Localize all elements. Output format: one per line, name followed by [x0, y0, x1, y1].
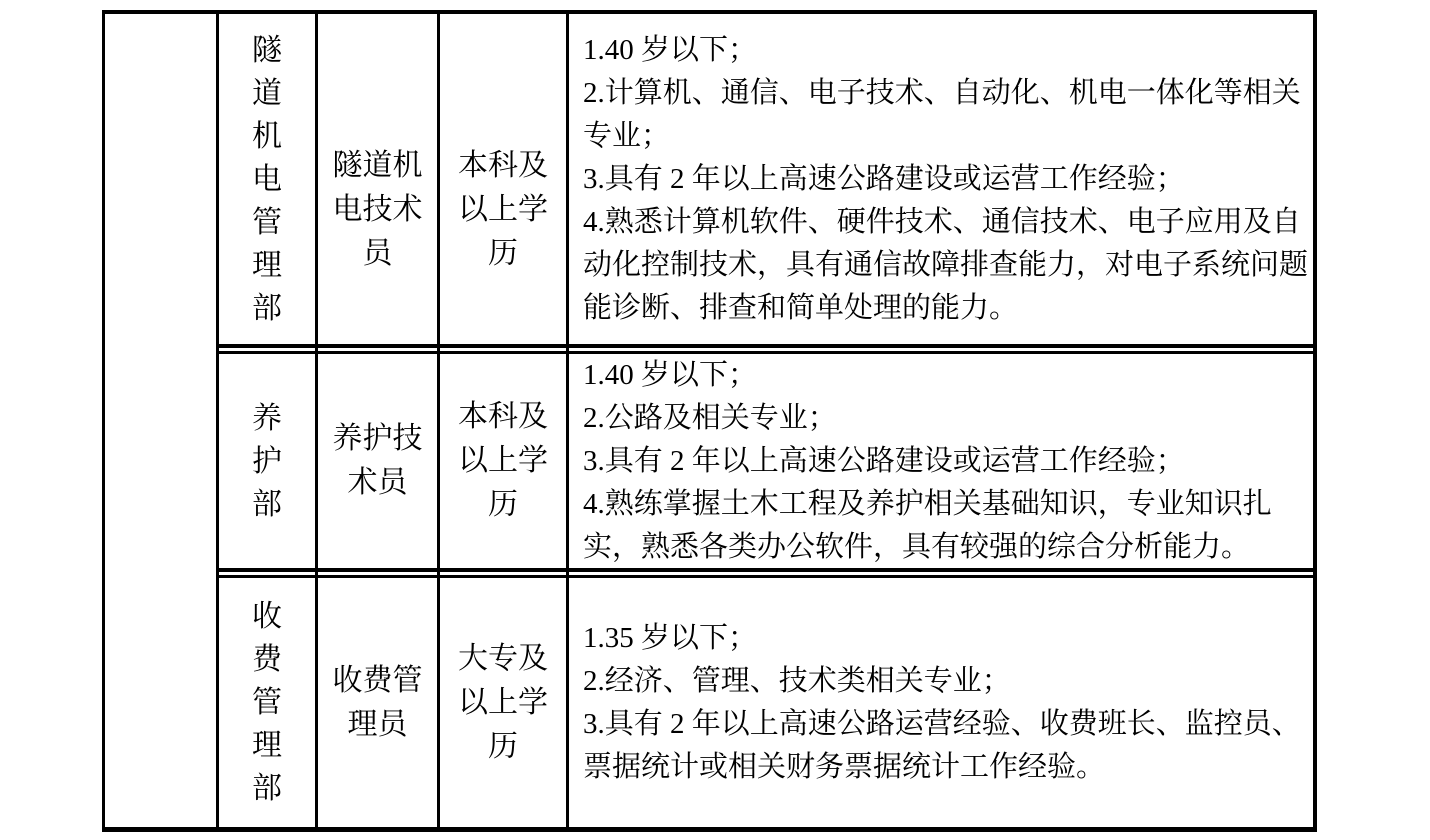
requirement-line: 1.40 岁以下；	[583, 358, 758, 391]
department-text: 隧道机电管理部	[252, 33, 282, 325]
category-cell	[105, 14, 216, 827]
requirement-line: 3.具有 2 年以上高速公路建设或运营工作经验；	[583, 444, 1185, 477]
requirement-line: 3.具有 2 年以上高速公路建设或运营工作经验；	[583, 162, 1185, 195]
requirement-line: 4.熟练掌握土木工程及养护相关基础知识，专业知识扎	[583, 487, 1272, 520]
requirements-cell-row2	[569, 354, 1313, 568]
requirement-line: 1.40 岁以下；	[583, 33, 758, 66]
table-border-bottom	[102, 827, 1317, 832]
position-text: 收费管理员	[332, 663, 423, 741]
education-text: 本科及以上学历	[458, 149, 548, 270]
requirement-line: 1.35 岁以下；	[583, 621, 758, 654]
requirement-line: 4.熟悉计算机软件、硬件技术、通信技术、电子应用及自	[583, 205, 1301, 238]
requirements-cell-row3	[569, 578, 1313, 827]
education-cell-row3	[440, 578, 566, 827]
requirement-line: 2.计算机、通信、电子技术、自动化、机电一体化等相关	[583, 76, 1301, 109]
education-text: 本科及以上学历	[458, 400, 548, 521]
position-cell-row1	[318, 14, 437, 344]
education-text: 大专及以上学历	[458, 641, 548, 763]
department-cell-row2	[219, 354, 315, 568]
requirement-line: 票据统计或相关财务票据统计工作经验。	[583, 750, 1106, 783]
position-cell-row2	[318, 354, 437, 568]
table-border-right	[1313, 10, 1317, 832]
position-text: 隧道机电技术员	[332, 149, 423, 270]
requirement-line: 实，熟悉各类办公软件，具有较强的综合分析能力。	[583, 530, 1251, 563]
department-cell-row3	[219, 578, 315, 827]
requirement-line: 2.经济、管理、技术类相关专业；	[583, 664, 1011, 697]
education-cell-row2	[440, 354, 566, 568]
department-text: 养护部	[252, 401, 282, 521]
requirement-line: 3.具有 2 年以上高速公路运营经验、收费班长、监控员、	[583, 707, 1301, 740]
row-divider-2a	[216, 568, 1317, 572]
position-text: 养护技术员	[332, 422, 423, 499]
requirement-line: 专业；	[583, 119, 671, 152]
education-cell-row1	[440, 14, 566, 344]
department-text: 收费管理部	[252, 600, 282, 805]
position-cell-row3	[318, 578, 437, 827]
requirement-line: 2.公路及相关专业；	[583, 401, 837, 434]
department-cell-row1	[219, 14, 315, 344]
requirements-cell-row1	[569, 14, 1313, 344]
row-divider-1a	[216, 344, 1317, 348]
requirement-line: 动化控制技术，具有通信故障排查能力，对电子系统问题	[583, 248, 1309, 281]
requirement-line: 能诊断、排查和简单处理的能力。	[583, 291, 1019, 324]
